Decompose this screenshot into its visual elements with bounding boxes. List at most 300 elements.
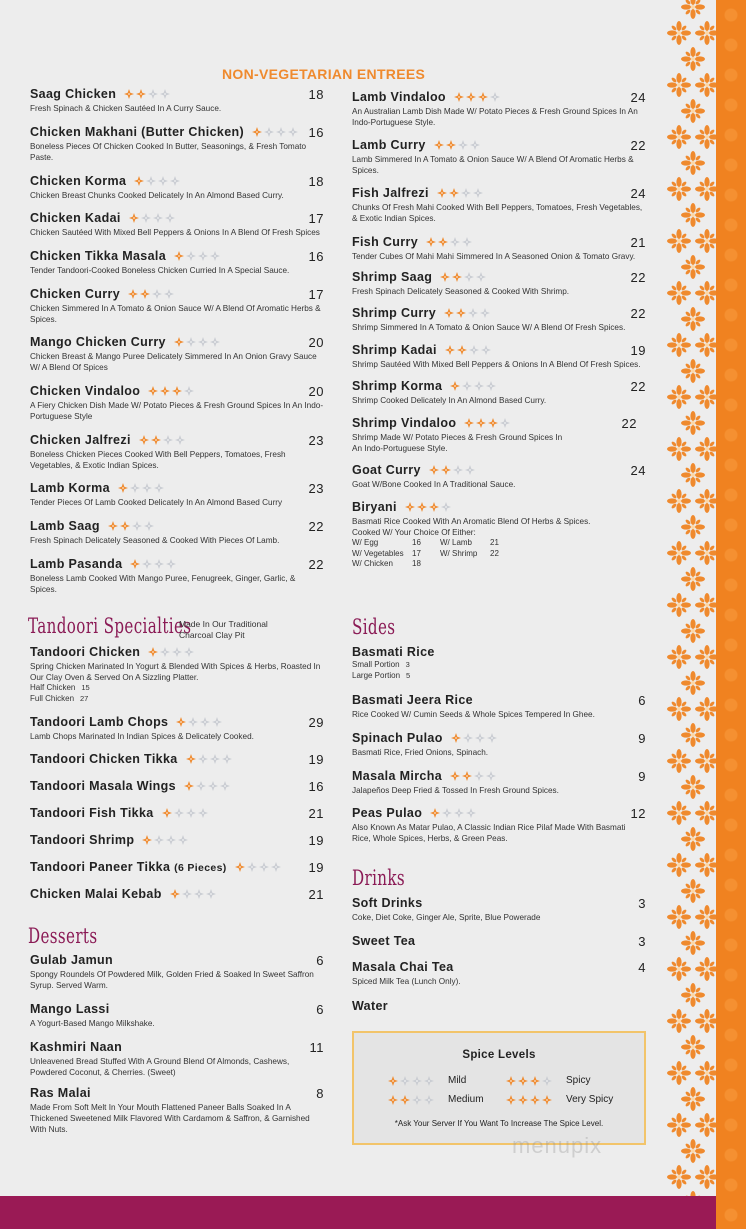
item-name: Chicken Jalfrezi bbox=[30, 433, 131, 447]
item-description: Chicken Breast Chunks Cooked Delicately In An Almond Based Curry. bbox=[30, 191, 284, 200]
spice-pepper-filled-icon bbox=[388, 1095, 398, 1105]
spice-pepper-empty-icon bbox=[481, 345, 491, 355]
desserts-section-title: Desserts bbox=[28, 924, 98, 948]
floral-motif-icon bbox=[694, 904, 716, 930]
spice-pepper-empty-icon bbox=[490, 92, 500, 102]
floral-motif-icon bbox=[666, 228, 692, 254]
floral-motif-icon bbox=[666, 904, 692, 930]
item-name: Biryani bbox=[352, 500, 397, 514]
item-description: Lamb Chops Marinated In Indian Spices & Delicately Cooked. bbox=[30, 732, 254, 741]
spice-rating bbox=[437, 188, 483, 198]
spice-rating bbox=[174, 337, 220, 347]
spice-pepper-empty-icon bbox=[198, 251, 208, 261]
item-price: 19 bbox=[308, 832, 324, 848]
item-description: Shrimp Simmered In A Tomato & Onion Sauce W/ A Blend Of Fresh Spices. bbox=[352, 323, 626, 332]
spice-pepper-filled-icon bbox=[518, 1076, 528, 1086]
spice-pepper-filled-icon bbox=[108, 521, 118, 531]
spice-rating bbox=[174, 251, 220, 261]
item-description: Tender Cubes Of Mahi Mahi Simmered In A Seasoned Onion & Tomato Gravy. bbox=[352, 252, 636, 261]
spice-pepper-filled-icon bbox=[118, 483, 128, 493]
spice-level-spicy bbox=[506, 1075, 590, 1086]
floral-motif-icon bbox=[680, 46, 706, 72]
spice-rating bbox=[430, 808, 476, 818]
spice-level-label: Spicy bbox=[566, 1075, 591, 1086]
spice-pepper-filled-icon bbox=[174, 337, 184, 347]
spice-pepper-empty-icon bbox=[466, 808, 476, 818]
non-veg-right-column bbox=[352, 89, 646, 579]
item-price: 19 bbox=[308, 751, 324, 767]
item-name: Chicken Malai Kebab bbox=[30, 887, 162, 901]
spice-rating bbox=[434, 140, 480, 150]
spice-rating bbox=[134, 176, 180, 186]
spice-pepper-filled-icon bbox=[426, 237, 436, 247]
item-price: 23 bbox=[308, 432, 324, 448]
menu-item bbox=[352, 805, 646, 844]
floral-motif-icon bbox=[694, 748, 716, 774]
item-name: Basmati Jeera Rice bbox=[352, 693, 473, 707]
menu-item bbox=[352, 933, 646, 949]
spice-pepper-empty-icon bbox=[200, 717, 210, 727]
floral-motif-icon bbox=[694, 696, 716, 722]
spice-pepper-empty-icon bbox=[194, 889, 204, 899]
floral-motif-icon bbox=[680, 410, 706, 436]
spice-pepper-empty-icon bbox=[412, 1076, 422, 1086]
spice-pepper-filled-icon bbox=[184, 781, 194, 791]
spice-pepper-filled-icon bbox=[162, 808, 172, 818]
menu-item bbox=[30, 286, 324, 325]
spice-rating bbox=[445, 345, 491, 355]
spice-pepper-empty-icon bbox=[469, 345, 479, 355]
item-price: 22 bbox=[630, 269, 646, 285]
item-description: Chicken Simmered In A Tomato & Onion Sauce W/ A Blend Of Aromatic Herbs & Spices. bbox=[30, 304, 321, 324]
menu-item bbox=[30, 124, 324, 163]
floral-motif-icon bbox=[680, 514, 706, 540]
menu-item bbox=[30, 556, 324, 595]
floral-motif-icon bbox=[666, 1164, 692, 1190]
option-label: W/ Chicken bbox=[352, 559, 393, 568]
spice-pepper-filled-icon bbox=[445, 345, 455, 355]
item-description: Rice Cooked W/ Cumin Seeds & Whole Spices Tempered In Ghee. bbox=[352, 710, 595, 719]
spice-pepper-empty-icon bbox=[464, 272, 474, 282]
item-name: Tandoori Masala Wings bbox=[30, 779, 176, 793]
menu-item bbox=[30, 832, 324, 848]
item-name: Chicken Tikka Masala bbox=[30, 249, 167, 263]
spice-pepper-empty-icon bbox=[424, 1076, 434, 1086]
item-price: 16 bbox=[308, 778, 324, 794]
spice-pepper-empty-icon bbox=[163, 435, 173, 445]
spice-rating bbox=[162, 808, 208, 818]
spice-pepper-filled-icon bbox=[434, 140, 444, 150]
spice-level-mild bbox=[388, 1075, 466, 1086]
spice-pepper-empty-icon bbox=[487, 733, 497, 743]
item-name: Chicken Makhani (Butter Chicken) bbox=[30, 125, 245, 139]
floral-motif-icon bbox=[666, 280, 692, 306]
spice-pepper-empty-icon bbox=[264, 127, 274, 137]
floral-motif-icon bbox=[694, 1164, 716, 1190]
menu-item bbox=[30, 173, 324, 201]
item-price: 9 bbox=[638, 730, 646, 746]
menu-item bbox=[352, 269, 646, 297]
menu-item bbox=[352, 768, 646, 796]
item-description: Boneless Chicken Pieces Cooked With Bell Peppers, Tomatoes, Fresh Vegetables, & Exotic Indian Spices. bbox=[30, 450, 286, 470]
spice-pepper-empty-icon bbox=[164, 289, 174, 299]
floral-motif-icon bbox=[666, 176, 692, 202]
item-name: Shrimp Korma bbox=[352, 379, 443, 393]
item-description: Spring Chicken Marinated In Yogurt & Blended With Spices & Herbs, Roasted In Our Clay Oven & Served On A Sizzling Platter. bbox=[30, 662, 321, 682]
spice-pepper-filled-icon bbox=[446, 140, 456, 150]
menu-item bbox=[30, 432, 324, 471]
menu-item bbox=[352, 692, 646, 720]
floral-motif-icon bbox=[680, 1138, 706, 1164]
item-description: Basmati Rice Cooked With An Aromatic Blend Of Herbs & Spices. bbox=[352, 517, 591, 526]
spice-pepper-filled-icon bbox=[444, 308, 454, 318]
item-price: 21 bbox=[630, 234, 646, 250]
floral-motif-icon bbox=[666, 72, 692, 98]
menu-item bbox=[30, 751, 324, 767]
item-description: Chicken Breast & Mango Puree Delicately Simmered In An Onion Gravy Sauce W/ A Blend Of Spices bbox=[30, 352, 317, 372]
spice-pepper-filled-icon bbox=[429, 465, 439, 475]
spice-pepper-empty-icon bbox=[454, 808, 464, 818]
spice-rating bbox=[124, 89, 170, 99]
spice-levels-legend bbox=[352, 1031, 646, 1145]
item-description: Fresh Spinach Delicately Seasoned & Cooked With Pieces Of Lamb. bbox=[30, 536, 280, 545]
spice-pepper-empty-icon bbox=[468, 308, 478, 318]
floral-motif-icon bbox=[694, 852, 716, 878]
item-name: Chicken Vindaloo bbox=[30, 384, 141, 398]
menu-item bbox=[30, 805, 324, 821]
spice-pepper-empty-icon bbox=[462, 381, 472, 391]
spice-pepper-filled-icon bbox=[170, 889, 180, 899]
spice-rating bbox=[454, 92, 500, 102]
item-name: Tandoori Chicken bbox=[30, 645, 141, 659]
spice-rating bbox=[388, 1095, 434, 1105]
item-description: Basmati Rice, Fried Onions, Spinach. bbox=[352, 748, 489, 757]
spice-pepper-empty-icon bbox=[288, 127, 298, 137]
portion-label: Small Portion bbox=[352, 660, 400, 669]
item-name: Lamb Pasanda bbox=[30, 557, 123, 571]
item-description: Coke, Diet Coke, Ginger Ale, Sprite, Blue Powerade bbox=[352, 913, 541, 922]
floral-motif-icon bbox=[680, 618, 706, 644]
spice-pepper-filled-icon bbox=[388, 1076, 398, 1086]
portion-label: Half Chicken bbox=[30, 683, 76, 692]
spice-pepper-empty-icon bbox=[458, 140, 468, 150]
item-price: 22 bbox=[308, 518, 324, 534]
item-price: 11 bbox=[309, 1039, 324, 1055]
menu-item bbox=[30, 1085, 324, 1135]
option-price: 18 bbox=[412, 559, 421, 568]
menu-item bbox=[352, 137, 646, 176]
item-price: 22 bbox=[630, 305, 646, 321]
spice-pepper-filled-icon bbox=[129, 213, 139, 223]
spice-pepper-filled-icon bbox=[456, 308, 466, 318]
item-price: 22 bbox=[621, 415, 637, 431]
floral-motif-icon bbox=[680, 0, 706, 20]
floral-motif-icon bbox=[694, 228, 716, 254]
spice-pepper-filled-icon bbox=[136, 89, 146, 99]
spice-pepper-empty-icon bbox=[130, 483, 140, 493]
spice-pepper-empty-icon bbox=[210, 251, 220, 261]
watermark: menupix bbox=[512, 1133, 603, 1158]
floral-motif-icon bbox=[680, 358, 706, 384]
floral-motif-icon bbox=[680, 1086, 706, 1112]
floral-motif-icon bbox=[680, 566, 706, 592]
floral-motif-icon bbox=[694, 592, 716, 618]
menu-item bbox=[352, 89, 646, 128]
item-price: 21 bbox=[308, 805, 324, 821]
floral-motif-icon bbox=[694, 956, 716, 982]
spice-pepper-empty-icon bbox=[172, 647, 182, 657]
spice-pepper-empty-icon bbox=[198, 337, 208, 347]
item-price: 18 bbox=[308, 173, 324, 189]
drinks-column bbox=[352, 895, 646, 1015]
option-price: 21 bbox=[490, 538, 499, 547]
spice-pepper-filled-icon bbox=[530, 1076, 540, 1086]
spice-pepper-empty-icon bbox=[144, 521, 154, 531]
portion-prices bbox=[352, 660, 646, 681]
item-name: Tandoori Shrimp bbox=[30, 833, 135, 847]
item-description: Shrimp Made W/ Potato Pieces & Fresh Ground Spices In An Indo-Portuguese Style. bbox=[352, 433, 563, 453]
item-price: 6 bbox=[638, 692, 646, 708]
menu-item bbox=[30, 714, 324, 742]
spice-pepper-empty-icon bbox=[486, 771, 496, 781]
item-price: 20 bbox=[308, 383, 324, 399]
spice-pepper-filled-icon bbox=[506, 1076, 516, 1086]
spice-pepper-filled-icon bbox=[542, 1095, 552, 1105]
floral-motif-icon bbox=[694, 20, 716, 46]
floral-motif-icon bbox=[666, 436, 692, 462]
spice-pepper-filled-icon bbox=[488, 418, 498, 428]
biryani-options bbox=[352, 538, 646, 570]
item-description: An Australian Lamb Dish Made W/ Potato Pieces & Fresh Ground Spices In An Indo-Portuguese Style. bbox=[352, 107, 638, 127]
menu-item bbox=[30, 86, 324, 114]
menu-item bbox=[30, 886, 324, 902]
spice-pepper-empty-icon bbox=[220, 781, 230, 791]
spice-pepper-empty-icon bbox=[208, 781, 218, 791]
spice-pepper-filled-icon bbox=[438, 237, 448, 247]
spice-pepper-empty-icon bbox=[210, 754, 220, 764]
spice-pepper-empty-icon bbox=[463, 733, 473, 743]
item-price: 6 bbox=[316, 1001, 324, 1017]
item-name: Tandoori Chicken Tikka bbox=[30, 752, 178, 766]
option-label: W/ Vegetables bbox=[352, 548, 404, 558]
item-name: Shrimp Vindaloo bbox=[352, 416, 457, 430]
spice-rating bbox=[450, 771, 496, 781]
spice-rating bbox=[128, 289, 174, 299]
spice-pepper-empty-icon bbox=[500, 418, 510, 428]
floral-motif-icon bbox=[694, 280, 716, 306]
floral-motif-icon bbox=[666, 696, 692, 722]
floral-motif-icon bbox=[694, 1112, 716, 1138]
spice-pepper-filled-icon bbox=[140, 289, 150, 299]
spice-pepper-empty-icon bbox=[400, 1076, 410, 1086]
floral-motif-icon bbox=[666, 488, 692, 514]
sides-section-title: Sides bbox=[352, 615, 396, 639]
menu-item bbox=[30, 952, 324, 991]
spice-rating bbox=[405, 502, 451, 512]
spice-rating bbox=[388, 1076, 434, 1086]
spice-pepper-filled-icon bbox=[452, 272, 462, 282]
spice-pepper-filled-icon bbox=[128, 289, 138, 299]
item-name: Shrimp Kadai bbox=[352, 343, 437, 357]
item-price: 29 bbox=[308, 714, 324, 730]
item-description: Fresh Spinach & Chicken Sautéed In A Curry Sauce. bbox=[30, 104, 222, 113]
desserts-column bbox=[30, 952, 324, 1132]
menu-item bbox=[30, 1001, 324, 1029]
portion-price: 15 bbox=[81, 683, 90, 692]
spice-rating bbox=[184, 781, 230, 791]
portion-price: 3 bbox=[405, 660, 410, 669]
spice-pepper-empty-icon bbox=[473, 188, 483, 198]
floral-motif-icon bbox=[694, 176, 716, 202]
non-veg-section-title: NON-VEGETARIAN ENTREES bbox=[222, 66, 426, 82]
item-description: Unleavened Bread Stuffed With A Ground Blend Of Almonds, Cashews, Powdered Coconut, & Cherries. (Sweet) bbox=[30, 1057, 290, 1077]
item-price: 17 bbox=[308, 210, 324, 226]
item-name: Tandoori Lamb Chops bbox=[30, 715, 169, 729]
item-name: Shrimp Curry bbox=[352, 306, 437, 320]
menu-item bbox=[30, 778, 324, 794]
item-price: 19 bbox=[308, 859, 324, 875]
menu-item bbox=[352, 378, 646, 406]
item-description: Tender Tandoori-Cooked Boneless Chicken Curried In A Special Sauce. bbox=[30, 266, 290, 275]
menu-item bbox=[352, 959, 646, 987]
spice-pepper-filled-icon bbox=[454, 92, 464, 102]
spice-pepper-filled-icon bbox=[235, 862, 245, 872]
spice-rating bbox=[252, 127, 298, 137]
spice-pepper-filled-icon bbox=[139, 435, 149, 445]
spice-pepper-filled-icon bbox=[160, 386, 170, 396]
floral-motif-icon bbox=[666, 1008, 692, 1034]
item-name: Lamb Vindaloo bbox=[352, 90, 446, 104]
floral-motif-icon bbox=[680, 670, 706, 696]
item-price: 9 bbox=[638, 768, 646, 784]
floral-motif-icon bbox=[680, 1034, 706, 1060]
item-price: 22 bbox=[630, 137, 646, 153]
item-description: Boneless Lamb Cooked With Mango Puree, Fenugreek, Ginger, Garlic, & Spices. bbox=[30, 574, 296, 594]
item-name: Mango Chicken Curry bbox=[30, 335, 166, 349]
item-name: Tandoori Paneer Tikka bbox=[30, 860, 171, 874]
option-label: W/ Egg bbox=[352, 538, 379, 547]
floral-motif-icon bbox=[680, 930, 706, 956]
spice-pepper-empty-icon bbox=[442, 808, 452, 818]
portion-price: 5 bbox=[406, 670, 411, 680]
menu-item bbox=[352, 644, 646, 681]
non-veg-left-column bbox=[30, 86, 324, 606]
item-description: Tender Pieces Of Lamb Cooked Delicately In An Almond Based Curry bbox=[30, 498, 283, 507]
spice-pepper-filled-icon bbox=[450, 771, 460, 781]
item-price: 22 bbox=[630, 378, 646, 394]
item-description: Spiced Milk Tea (Lunch Only). bbox=[352, 977, 461, 986]
floral-motif-icon bbox=[680, 254, 706, 280]
spice-pepper-filled-icon bbox=[174, 251, 184, 261]
spice-pepper-empty-icon bbox=[198, 808, 208, 818]
spice-rating bbox=[148, 386, 194, 396]
spice-rating bbox=[464, 418, 510, 428]
spice-pepper-filled-icon bbox=[530, 1095, 540, 1105]
spice-pepper-filled-icon bbox=[440, 272, 450, 282]
floral-motif-icon bbox=[666, 20, 692, 46]
item-price: 22 bbox=[308, 556, 324, 572]
item-price: 16 bbox=[308, 124, 324, 140]
item-name: Peas Pulao bbox=[352, 806, 423, 820]
menu-item bbox=[352, 342, 646, 370]
menu-item bbox=[352, 998, 646, 1014]
spice-pepper-filled-icon bbox=[437, 188, 447, 198]
option-price: 16 bbox=[412, 538, 421, 547]
floral-border-pattern bbox=[664, 0, 716, 1229]
item-price: 16 bbox=[308, 248, 324, 264]
floral-motif-icon bbox=[680, 878, 706, 904]
spice-pepper-empty-icon bbox=[154, 835, 164, 845]
option-price: 17 bbox=[412, 548, 421, 558]
spice-pepper-filled-icon bbox=[142, 835, 152, 845]
spice-rating bbox=[450, 381, 496, 391]
floral-motif-icon bbox=[680, 98, 706, 124]
spice-pepper-empty-icon bbox=[160, 89, 170, 99]
spice-pepper-filled-icon bbox=[430, 808, 440, 818]
spice-level-label: Medium bbox=[448, 1094, 484, 1105]
floral-motif-icon bbox=[694, 1060, 716, 1086]
floral-motif-icon bbox=[694, 540, 716, 566]
spice-rating bbox=[176, 717, 222, 727]
item-price: 6 bbox=[316, 952, 324, 968]
drinks-section-title: Drinks bbox=[352, 866, 406, 890]
spice-level-label: Mild bbox=[448, 1075, 467, 1086]
item-description: A Yogurt-Based Mango Milkshake. bbox=[30, 1019, 155, 1028]
item-price: 20 bbox=[308, 334, 324, 350]
spice-rating bbox=[108, 521, 154, 531]
spice-pepper-empty-icon bbox=[142, 483, 152, 493]
menu-item bbox=[30, 518, 324, 546]
spice-pepper-filled-icon bbox=[148, 647, 158, 657]
sides-column bbox=[352, 644, 646, 854]
floral-motif-icon bbox=[666, 332, 692, 358]
spice-pepper-empty-icon bbox=[450, 237, 460, 247]
spice-pepper-filled-icon bbox=[457, 345, 467, 355]
floral-motif-icon bbox=[680, 774, 706, 800]
spice-pepper-filled-icon bbox=[134, 176, 144, 186]
portion-price: 27 bbox=[80, 693, 89, 703]
menu-item bbox=[30, 210, 324, 238]
item-name: Water bbox=[352, 999, 389, 1013]
spice-pepper-empty-icon bbox=[160, 647, 170, 657]
spice-rating bbox=[235, 862, 281, 872]
floral-motif-icon bbox=[694, 384, 716, 410]
item-description: A Fiery Chicken Dish Made W/ Potato Pieces & Fresh Ground Spices In An Indo-Portuguese Style bbox=[30, 401, 324, 421]
tandoori-note: Made In Our Traditional Charcoal Clay Pit bbox=[179, 619, 268, 640]
spice-pepper-empty-icon bbox=[186, 808, 196, 818]
floral-motif-icon bbox=[666, 384, 692, 410]
spice-pepper-empty-icon bbox=[198, 754, 208, 764]
item-description: Also Known As Matar Pulao, A Classic Indian Rice Pilaf Made With Basmati Rice, Whole Spices, Herbs, & Green Peas. bbox=[352, 823, 626, 843]
menu-item bbox=[30, 1039, 324, 1078]
floral-motif-icon bbox=[666, 1112, 692, 1138]
spice-pepper-empty-icon bbox=[182, 889, 192, 899]
item-price: 24 bbox=[630, 89, 646, 105]
item-description: Goat W/Bone Cooked In A Traditional Sauce. bbox=[352, 480, 516, 489]
spice-pepper-filled-icon bbox=[466, 92, 476, 102]
item-price: 19 bbox=[630, 342, 646, 358]
spice-pepper-empty-icon bbox=[186, 337, 196, 347]
item-description: Lamb Simmered In A Tomato & Onion Sauce W/ A Blend Of Aromatic Herbs & Spices. bbox=[352, 155, 634, 175]
spice-pepper-empty-icon bbox=[462, 237, 472, 247]
item-description: Chunks Of Fresh Mahi Cooked With Bell Peppers, Tomatoes, Fresh Vegetables, & Exotic Indian Spices. bbox=[352, 203, 643, 223]
spice-pepper-empty-icon bbox=[474, 771, 484, 781]
floral-motif-icon bbox=[680, 826, 706, 852]
spice-pepper-empty-icon bbox=[174, 808, 184, 818]
spice-pepper-empty-icon bbox=[154, 559, 164, 569]
floral-motif-icon bbox=[694, 72, 716, 98]
tandoori-section-title: Tandoori Specialties bbox=[28, 614, 192, 638]
